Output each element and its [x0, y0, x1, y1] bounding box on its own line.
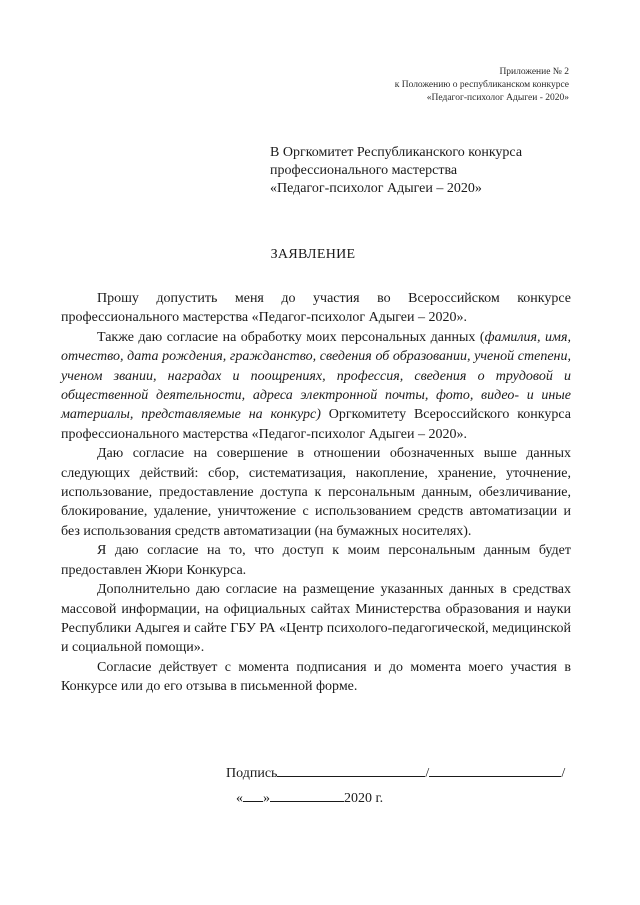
- date-open-quote: «: [236, 791, 243, 806]
- addressee-line-1: В Оргкомитет Республиканского конкурса: [270, 145, 523, 160]
- signature-line: [226, 762, 565, 782]
- statement-body: [61, 289, 571, 697]
- attachment-line-1: Приложение № 2: [499, 67, 569, 77]
- consent-intro: Также даю согласие на обработку моих персональных данных (: [97, 329, 485, 345]
- signature-separator: /: [425, 766, 430, 781]
- paragraph-jury-access: Я даю согласие на то, что доступ к моим персональным данным будет предоставлен Жюри Конкурса.: [61, 543, 571, 578]
- signature-label: Подпись: [226, 766, 278, 781]
- addressee-block: [270, 144, 522, 198]
- attachment-line-3: «Педагог-психолог Адыгеи - 2020»: [426, 93, 569, 103]
- paragraph-media-publication: Дополнительно даю согласие на размещение указанных данных в средствах массовой информации, на официальных сайтах Министерства образования и науки Республики Адыгея и сайте ГБУ РА «Центр психолого-педагогической, медицинской и социальной помощи».: [61, 582, 571, 656]
- day-blank[interactable]: [243, 787, 263, 802]
- consent-recipient: Оргкомитету Всероссийского конкурса профессионального мастерства «Педагог-психолог Адыгеи – 2020».: [61, 407, 571, 442]
- signature-end: /: [561, 766, 566, 781]
- paragraph-admission-request: Прошу допустить меня до участия во Всероссийском конкурсе профессионального мастерства «Педагог-психолог Адыгеи – 2020».: [61, 291, 571, 326]
- addressee-line-2: профессионального мастерства: [270, 163, 458, 178]
- attachment-note: [395, 66, 569, 105]
- name-blank[interactable]: [429, 762, 561, 777]
- addressee-line-3: «Педагог-психолог Адыгеи – 2020»: [270, 181, 482, 196]
- consent-data-list: фамилия, имя, отчество, дата рождения, гражданство, сведения об образовании, ученой степени, ученом звании, наградах и поощрениях, профессия, сведения о трудовой и общественной деятельности, адреса электронной почты, фото, видео- и иные материалы, представляемые на конкурс): [61, 329, 571, 423]
- attachment-line-2: к Положению о республиканском конкурсе: [394, 80, 569, 90]
- month-blank[interactable]: [270, 787, 344, 802]
- date-close-quote: »: [263, 791, 270, 806]
- paragraph-processing-actions: Даю согласие на совершение в отношении обозначенных выше данных следующих действий: сбор, систематизация, накопление, хранение, уточнение, использование, предоставление доступа к персональным данным, обезличивание, блокирование, удаление, уничтожение с использованием средств автоматизации и без использования средств автоматизации (на бумажных носителях).: [61, 446, 571, 539]
- document-title: ЗАЯВЛЕНИЕ: [270, 247, 356, 262]
- date-year: 2020 г.: [344, 791, 384, 806]
- signature-blank[interactable]: [277, 762, 425, 777]
- paragraph-data-consent: [61, 328, 571, 444]
- date-line: [236, 787, 383, 807]
- paragraph-consent-validity: Согласие действует с момента подписания и до момента моего участия в Конкурсе или до его отзыва в письменной форме.: [61, 659, 571, 695]
